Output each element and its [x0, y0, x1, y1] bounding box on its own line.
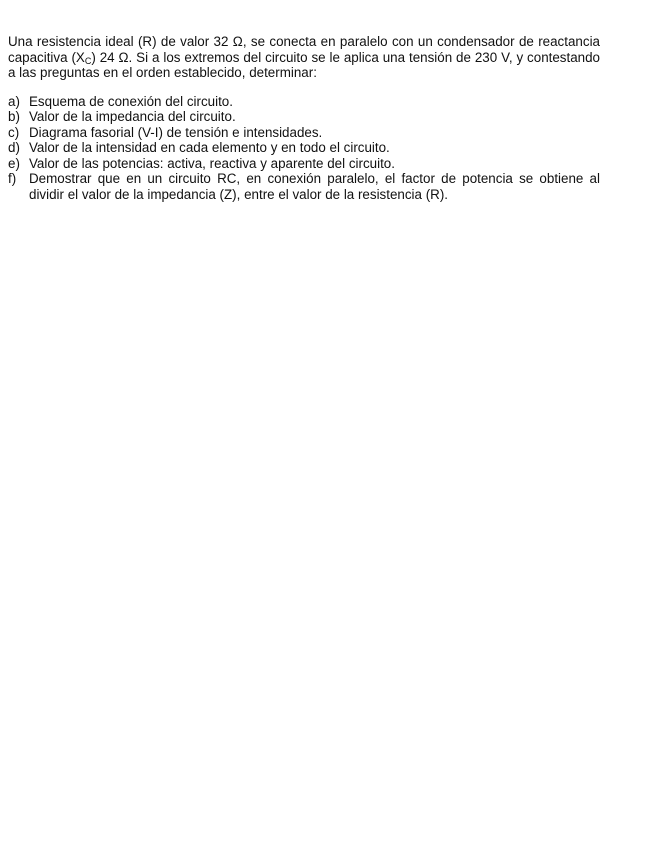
- question-text: Diagrama fasorial (V-I) de tensión e intensidades.: [29, 124, 323, 140]
- question-text: Valor de la impedancia del circuito.: [29, 109, 236, 124]
- question-text: Valor de las potencias: activa, reactiva y aparente del circuito.: [29, 155, 395, 171]
- question-item: [8, 125, 600, 141]
- question-letter: b): [8, 109, 20, 124]
- question-item: [8, 171, 600, 202]
- reactance-subscript: C: [84, 55, 92, 66]
- question-letter: d): [8, 140, 20, 155]
- question-item: [8, 109, 600, 125]
- question-text: Demostrar que en un circuito RC, en conexión paralelo, el factor de potencia se obtiene al dividir el valor de la impedancia (Z), entre el valor de la resistencia (R).: [29, 171, 600, 202]
- question-letter: c): [8, 124, 20, 140]
- question-text: Esquema de conexión del circuito.: [29, 93, 233, 109]
- problem-block: [8, 34, 600, 202]
- question-letter: a): [8, 93, 20, 109]
- problem-statement: [8, 34, 600, 81]
- question-item: [8, 156, 600, 172]
- statement-text-part1: Una resistencia ideal (R) de valor 32 Ω, se conecta en paralelo con un condensador de reactancia capacitiva (X: [8, 34, 600, 65]
- question-text: Valor de la intensidad en cada elemento y en todo el circuito.: [29, 140, 390, 155]
- question-letter: e): [8, 155, 20, 171]
- question-list: [8, 94, 600, 203]
- question-item: [8, 140, 600, 156]
- question-item: [8, 94, 600, 110]
- question-letter: f): [8, 171, 17, 186]
- statement-text-part2: ) 24 Ω. Si a los extremos del circuito se le aplica una tensión de 230 V, y contestando a las preguntas en el orden establecido, determinar:: [8, 49, 601, 80]
